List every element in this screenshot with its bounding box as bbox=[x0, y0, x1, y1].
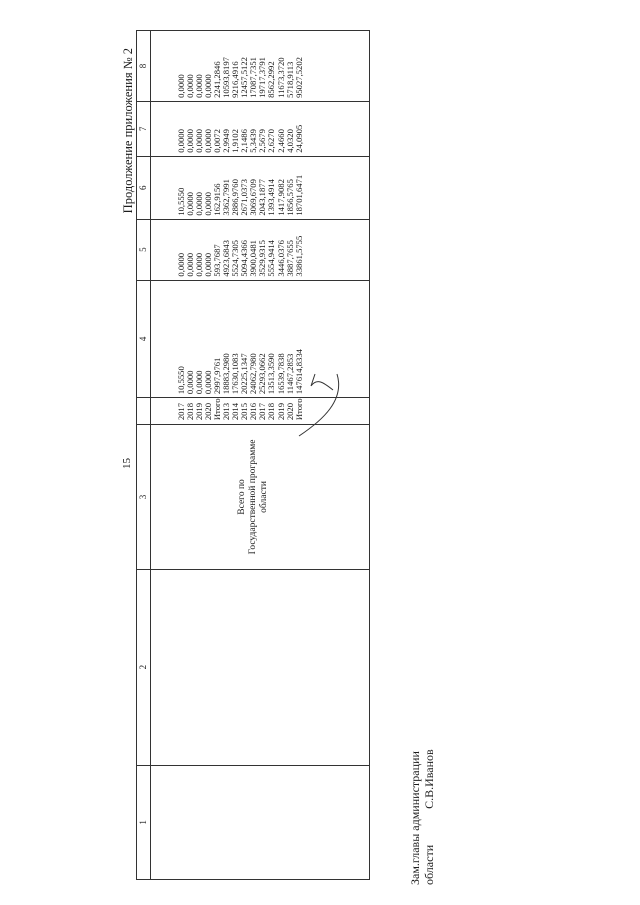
appendix-title: Продолжение приложения № 2 bbox=[121, 48, 135, 214]
col-number-4: 4 bbox=[137, 280, 151, 398]
year-value: 2015 bbox=[239, 402, 250, 421]
col5-values bbox=[151, 220, 304, 280]
cell-value: 3362,7991 bbox=[221, 179, 232, 216]
budget-table bbox=[136, 30, 370, 880]
cell-value: 0,0000 bbox=[176, 129, 186, 153]
cell-value: 5094,4366 bbox=[239, 240, 250, 277]
cell-value: 0,0000 bbox=[185, 192, 196, 216]
total-label-line: Всего по bbox=[237, 479, 247, 515]
cell-value: 0,0000 bbox=[176, 252, 186, 277]
cell-value: 1417,9082 bbox=[275, 179, 286, 216]
col-number-5: 5 bbox=[137, 219, 151, 280]
cell-value: 0,0000 bbox=[203, 370, 214, 395]
signature-title-cont: области bbox=[421, 844, 436, 885]
cell-value: 162,9156 bbox=[212, 183, 223, 216]
cell-value: 0,0000 bbox=[185, 74, 196, 98]
cell-value: 5718,9113 bbox=[284, 61, 295, 98]
total-row bbox=[151, 31, 370, 880]
cell-value: 20225,1347 bbox=[239, 353, 250, 395]
year-value: 2019 bbox=[194, 402, 205, 421]
cell-value: 24,0905 bbox=[293, 124, 304, 153]
year-value: 2019 bbox=[275, 402, 286, 421]
cell-value: 0,0000 bbox=[194, 192, 205, 216]
total-label bbox=[151, 425, 270, 569]
cell-value: 3069,6709 bbox=[248, 179, 259, 216]
cell-value: 2,5679 bbox=[257, 129, 268, 153]
signature-title: Зам.главы администрации bbox=[408, 751, 422, 885]
cell-value: 0,0000 bbox=[203, 74, 214, 98]
cell-value: 147614,8334 bbox=[293, 349, 304, 395]
cell-value: 1393,4914 bbox=[266, 179, 277, 216]
cell-col2 bbox=[151, 569, 370, 765]
cell-value: 3529,9315 bbox=[257, 240, 268, 277]
cell-value: 1856,5765 bbox=[284, 179, 295, 216]
cell-value: 3900,0481 bbox=[248, 240, 259, 277]
cell-value: 17087,7351 bbox=[248, 57, 259, 98]
cell-value: 16539,7838 bbox=[275, 353, 286, 395]
cell-value: 24062,7980 bbox=[248, 353, 259, 395]
cell-value: 10593,8197 bbox=[221, 57, 232, 98]
total-label-line: области bbox=[259, 481, 269, 513]
year-value: 2017 bbox=[257, 402, 268, 421]
col-number-2: 2 bbox=[137, 569, 151, 765]
year-value: 2018 bbox=[266, 402, 277, 421]
cell-value: 10,5550 bbox=[176, 366, 186, 395]
cell-value: 1,9102 bbox=[230, 129, 241, 153]
col4-values bbox=[151, 281, 304, 398]
cell-value: 2,1486 bbox=[239, 129, 250, 153]
cell-value: 0,0000 bbox=[185, 370, 196, 395]
cell-value: 2241,2846 bbox=[212, 61, 223, 98]
cell-value: 0,0000 bbox=[203, 192, 214, 216]
cell-value: 593,7687 bbox=[212, 244, 223, 277]
cell-col5 bbox=[151, 219, 370, 280]
col7-values bbox=[151, 102, 304, 156]
year-value: Итого bbox=[293, 398, 304, 421]
cell-value: 18883,2980 bbox=[221, 353, 232, 395]
year-value: 2018 bbox=[185, 402, 196, 421]
signature-scribble bbox=[293, 370, 351, 440]
cell-value: 0,0072 bbox=[212, 129, 223, 153]
signature-line2 bbox=[423, 749, 437, 885]
total-label-line: Государственной программе bbox=[248, 439, 258, 555]
cell-value: 2671,0373 bbox=[239, 179, 250, 216]
cell-value: 4,0320 bbox=[284, 129, 295, 153]
cell-col7 bbox=[151, 101, 370, 156]
cell-value: 0,0000 bbox=[185, 129, 196, 153]
year-value: 2016 bbox=[248, 402, 259, 421]
cell-value: 3446,0376 bbox=[275, 240, 286, 277]
cell-value: 0,0000 bbox=[194, 252, 205, 277]
cell-value: 2997,9761 bbox=[212, 357, 223, 395]
cell-value: 5524,7305 bbox=[230, 240, 241, 277]
cell-value: 12457,5122 bbox=[239, 57, 250, 98]
cell-col1 bbox=[151, 765, 370, 879]
cell-value: 9216,4916 bbox=[230, 61, 241, 98]
cell-value: 95027,5202 bbox=[293, 57, 304, 98]
cell-value: 10,5550 bbox=[176, 187, 186, 216]
col-empty bbox=[137, 398, 151, 425]
cell-total-label bbox=[151, 425, 370, 570]
cell-value: 2,4660 bbox=[275, 129, 286, 153]
col6-values bbox=[151, 157, 304, 219]
cell-value: 2043,1877 bbox=[257, 179, 268, 216]
cell-value: 0,0000 bbox=[185, 252, 196, 277]
col-number-8: 8 bbox=[137, 31, 151, 102]
signature-block bbox=[409, 749, 436, 885]
page-number: 15 bbox=[121, 458, 133, 469]
cell-value: 3887,7655 bbox=[284, 240, 295, 277]
cell-value: 0,0000 bbox=[176, 74, 186, 98]
year-value: Итого bbox=[212, 398, 223, 421]
cell-col6 bbox=[151, 156, 370, 219]
cell-value: 0,0000 bbox=[203, 129, 214, 153]
cell-value: 5554,9414 bbox=[266, 240, 277, 277]
year-value: 2017 bbox=[176, 402, 186, 421]
col8-values bbox=[151, 31, 304, 101]
col-number-3: 3 bbox=[137, 425, 151, 570]
cell-value: 0,0000 bbox=[194, 370, 205, 395]
year-value: 2014 bbox=[230, 402, 241, 421]
cell-value: 2,6270 bbox=[266, 129, 277, 153]
column-number-row bbox=[137, 31, 151, 880]
cell-value: 0,0000 bbox=[194, 129, 205, 153]
rotated-document bbox=[121, 30, 473, 885]
col-number-1: 1 bbox=[137, 765, 151, 879]
cell-value: 11467,2853 bbox=[284, 353, 295, 395]
cell-col8 bbox=[151, 31, 370, 102]
cell-value: 8562,2992 bbox=[266, 61, 277, 98]
year-value: 2013 bbox=[221, 402, 232, 421]
cell-value: 0,0000 bbox=[194, 74, 205, 98]
cell-value: 19717,3791 bbox=[257, 57, 268, 98]
cell-value: 2,9949 bbox=[221, 129, 232, 153]
col-number-7: 7 bbox=[137, 101, 151, 156]
cell-value: 17630,1083 bbox=[230, 353, 241, 395]
col-number-6: 6 bbox=[137, 156, 151, 219]
year-value: 2020 bbox=[203, 402, 214, 421]
cell-value: 11673,3720 bbox=[275, 57, 286, 98]
cell-value: 25293,0662 bbox=[257, 353, 268, 395]
year-value: 2020 bbox=[284, 402, 295, 421]
cell-value: 4923,6843 bbox=[221, 240, 232, 277]
cell-value: 13513,3590 bbox=[266, 353, 277, 395]
signature-name: С.В.Иванов bbox=[421, 749, 436, 809]
cell-value: 33861,5755 bbox=[293, 235, 304, 277]
cell-value: 2886,9760 bbox=[230, 179, 241, 216]
year-list bbox=[151, 398, 304, 424]
cell-value: 18701,6471 bbox=[293, 174, 304, 216]
cell-value: 5,3439 bbox=[248, 129, 259, 153]
cell-value: 0,0000 bbox=[203, 252, 214, 277]
